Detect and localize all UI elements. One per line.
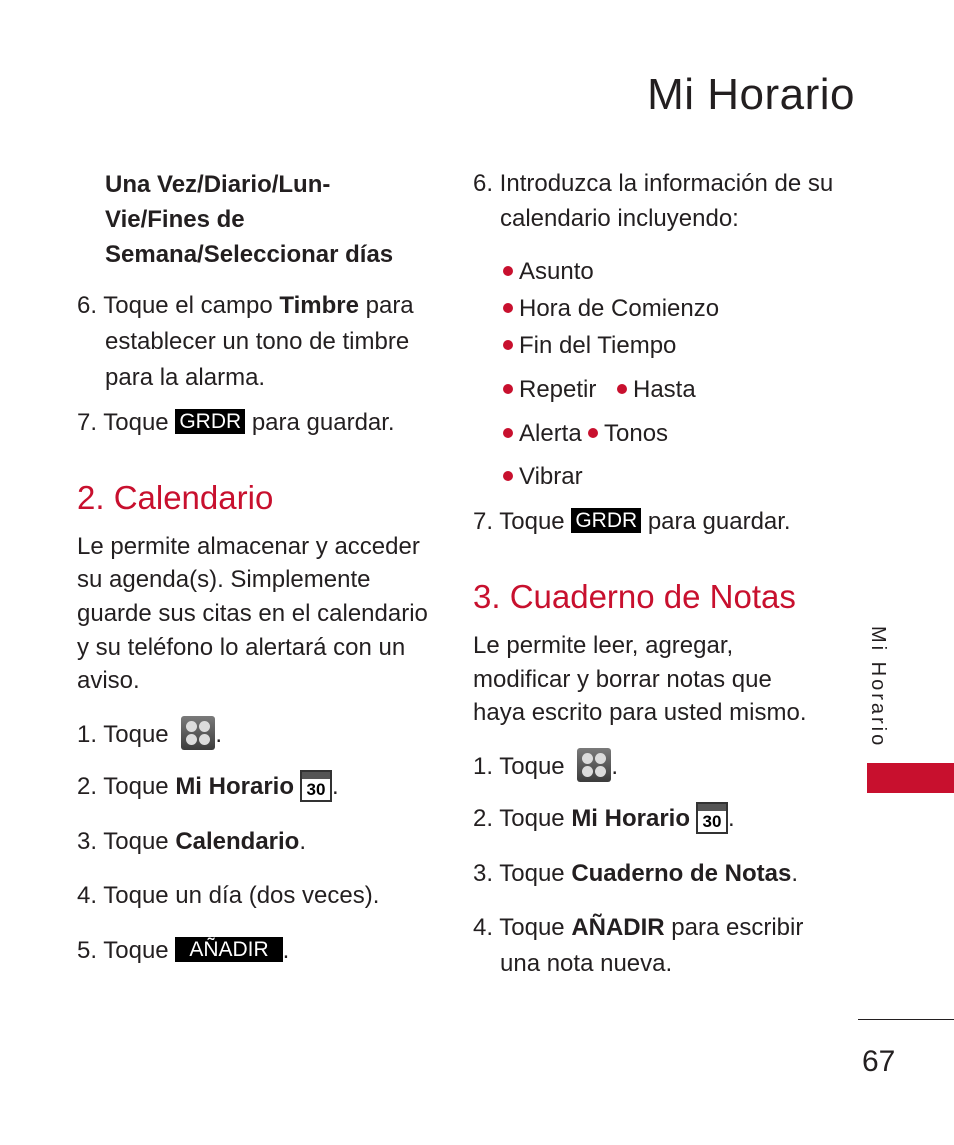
step-text: . (215, 721, 222, 748)
calendar-icon-number: 30 (306, 780, 326, 799)
options-line-2: Vie/Fines de (105, 206, 245, 233)
calendar-icon-number: 30 (702, 812, 722, 831)
step-6-line-3: para la alarma. (105, 364, 266, 391)
step-4-add-note (473, 911, 803, 945)
calendar-icon (300, 770, 332, 802)
step-text: 1. Toque (473, 753, 572, 780)
section-2-paragraph-line: su agenda(s). Simplemente (77, 566, 371, 593)
step-7-save (473, 505, 791, 539)
step-1-menu (473, 748, 618, 784)
bullet-vibrar: Vibrar (503, 460, 583, 494)
step-text: 5. Toque (77, 937, 176, 964)
step-text: . (791, 860, 799, 887)
step-2-mi-horario (77, 770, 339, 804)
step-text: 1. Toque (77, 721, 176, 748)
grdr-key: GRDR (571, 508, 641, 533)
step-6-intro-line-1: 6. Introduzca la información de su (473, 170, 834, 197)
section-3-title: 3. Cuaderno de Notas (473, 578, 796, 615)
bullet-hora-comienzo: Hora de Comienzo (503, 292, 719, 326)
cuaderno-label: Cuaderno de Notas (571, 860, 792, 887)
bullet-asunto: Asunto (503, 255, 594, 289)
step-5-add (77, 934, 289, 968)
menu-grid-icon (577, 748, 611, 782)
bullet-fin-tiempo: Fin del Tiempo (503, 329, 676, 363)
step-4-line-2: una nota nueva. (500, 950, 673, 977)
anadir-key: AÑADIR (175, 937, 282, 962)
section-2-title: 2. Calendario (77, 479, 274, 516)
menu-grid-icon (181, 716, 215, 750)
step-text: para guardar. (245, 409, 395, 436)
step-6-intro-line-2: calendario incluyendo: (500, 205, 739, 232)
anadir-label: AÑADIR (571, 914, 665, 941)
section-2-paragraph-line: y su teléfono lo alertará con un (77, 634, 406, 661)
step-text: 2. Toque (473, 805, 572, 832)
bullet-repetir: Repetir (503, 373, 596, 407)
step-text: para guardar. (641, 508, 791, 535)
step-7-save (77, 406, 395, 440)
section-3-paragraph-line: haya escrito para usted mismo. (473, 699, 807, 726)
grdr-key: GRDR (175, 409, 245, 434)
step-text: . (299, 828, 307, 855)
step-3-cuaderno (473, 857, 798, 891)
section-2-paragraph-line: aviso. (77, 667, 140, 694)
footer-rule (858, 1019, 954, 1020)
bullet-hasta: Hasta (617, 373, 696, 407)
options-line-1: Una Vez/Diario/Lun- (105, 171, 331, 198)
mi-horario-label: Mi Horario (175, 773, 294, 800)
step-text: para (358, 292, 414, 319)
options-line-3: Semana/Seleccionar días (105, 241, 394, 268)
side-section-tab (867, 763, 954, 793)
step-4-day: 4. Toque un día (dos veces). (77, 882, 380, 909)
calendar-icon (696, 802, 728, 834)
bullet-tonos: Tonos (588, 417, 668, 451)
step-text: . (728, 805, 735, 832)
section-3-paragraph-line: Le permite leer, agregar, (473, 632, 734, 659)
side-section-label: Mi Horario (867, 626, 889, 749)
step-text: 7. Toque (473, 508, 572, 535)
step-text: 7. Toque (77, 409, 176, 436)
page-title: Mi Horario (647, 70, 855, 119)
step-text: para escribir (664, 914, 804, 941)
step-2-mi-horario (473, 802, 735, 836)
section-2-paragraph-line: Le permite almacenar y acceder (77, 533, 420, 560)
bullet-alerta: Alerta (503, 417, 582, 451)
section-3-paragraph-line: modificar y borrar notas que (473, 666, 772, 693)
step-1-menu (77, 716, 222, 752)
step-text: . (282, 937, 290, 964)
step-text: . (332, 773, 339, 800)
step-text: 3. Toque (77, 828, 176, 855)
calendario-label: Calendario (175, 828, 300, 855)
timbre-field-label: Timbre (279, 292, 359, 319)
step-text: 6. Toque el campo (77, 292, 280, 319)
page-number: 67 (862, 1045, 896, 1078)
step-6-timbre (77, 289, 414, 323)
step-text: 2. Toque (77, 773, 176, 800)
section-2-paragraph-line: guarde sus citas en el calendario (77, 600, 428, 627)
mi-horario-label: Mi Horario (571, 805, 690, 832)
step-text: . (611, 753, 618, 780)
step-3-calendario (77, 825, 306, 859)
step-6-line-2: establecer un tono de timbre (105, 328, 410, 355)
step-text: 3. Toque (473, 860, 572, 887)
step-text: 4. Toque (473, 914, 572, 941)
